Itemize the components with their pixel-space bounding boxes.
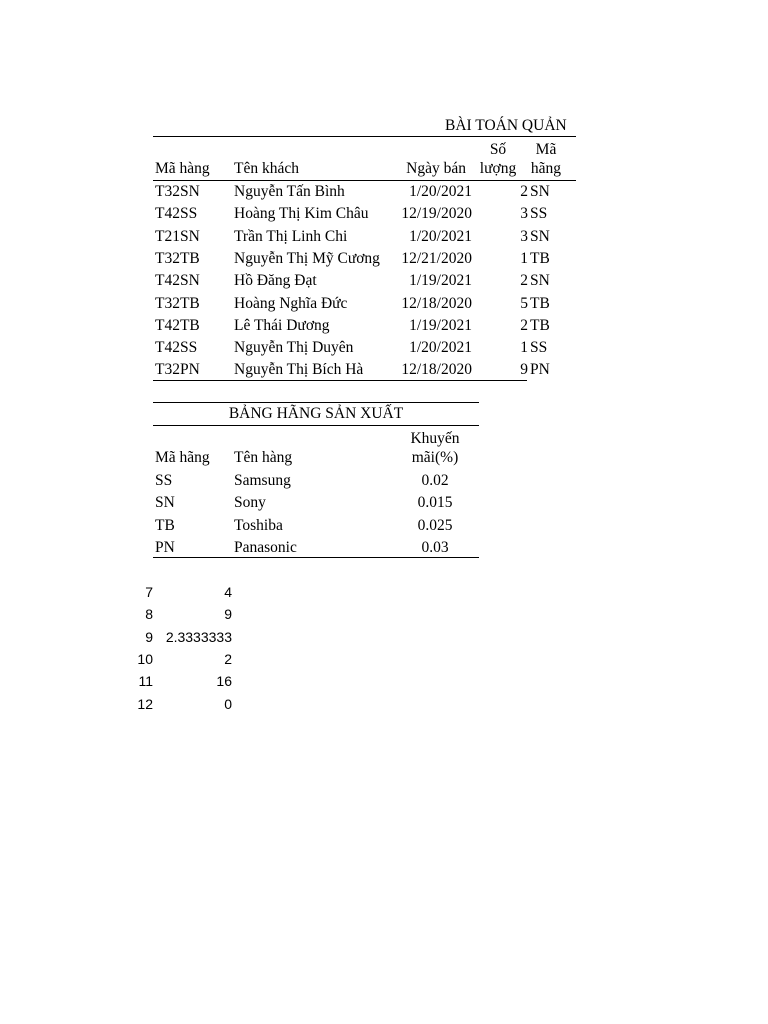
- cell-ngay-ban: 1/20/2021: [409, 183, 472, 200]
- header-ma-hang2-line2: hãng: [530, 160, 562, 177]
- cell-brand-ten-hang: Sony: [234, 494, 266, 512]
- brand-header-ten-hang: Tên hàng: [234, 449, 293, 466]
- number-value: 4: [224, 584, 232, 600]
- brand-header-khuyen-mai-line2: mãi(%): [411, 449, 459, 466]
- cell-ten-khach: Nguyễn Tấn Bình: [234, 183, 345, 200]
- cell-ma-hang2: PN: [530, 361, 550, 379]
- cell-ma-hang2: SN: [530, 227, 550, 245]
- cell-brand-ma-hang: SN: [155, 494, 175, 512]
- number-value: 16: [216, 673, 232, 690]
- cell-brand-ten-hang: Toshiba: [234, 516, 283, 534]
- number-value: 2: [224, 650, 232, 667]
- header-ten-khach: Tên khách: [234, 160, 299, 177]
- number-label: 11: [138, 673, 153, 690]
- cell-brand-ma-hang: PN: [155, 538, 175, 556]
- cell-so-luong: 3: [520, 205, 528, 223]
- cell-ma-hang2: SS: [530, 205, 548, 223]
- brand-title: BẢNG HÃNG SẢN XUẤT: [228, 405, 404, 422]
- brand-bottom-rule: [153, 557, 479, 558]
- cell-ma-hang: T32SN: [155, 183, 200, 200]
- cell-brand-ma-hang: TB: [155, 516, 175, 534]
- cell-ma-hang2: TB: [530, 249, 550, 267]
- cell-ngay-ban: 1/20/2021: [409, 339, 472, 357]
- cell-so-luong: 2: [520, 183, 528, 200]
- number-value: 2.3333333: [165, 628, 232, 645]
- cell-brand-ma-hang: SS: [155, 472, 173, 489]
- brand-top-rule: [153, 402, 479, 403]
- cell-ngay-ban: 1/19/2021: [409, 272, 472, 290]
- cell-ma-hang2: TB: [530, 316, 550, 334]
- sales-header-rule: [153, 180, 576, 181]
- cell-ma-hang2: SN: [530, 272, 550, 290]
- number-value: 0: [224, 695, 232, 712]
- number-label: 7: [145, 584, 153, 600]
- cell-ngay-ban: 12/19/2020: [401, 205, 472, 223]
- number-value: 9: [224, 606, 232, 623]
- cell-ngay-ban: 1/20/2021: [409, 227, 472, 245]
- header-so-luong-line2: lượng: [479, 160, 517, 177]
- brand-title-rule: [153, 425, 479, 426]
- cell-so-luong: 2: [520, 316, 528, 334]
- cell-ma-hang: T42SS: [155, 205, 198, 223]
- cell-ten-khach: Hoàng Thị Kim Châu: [234, 205, 369, 223]
- cell-ten-khach: Nguyễn Thị Duyên: [234, 339, 354, 357]
- cell-so-luong: 1: [520, 249, 528, 267]
- sales-bottom-rule: [153, 380, 527, 381]
- cell-ma-hang: T32TB: [155, 294, 200, 312]
- cell-ma-hang2: SN: [530, 183, 550, 200]
- cell-brand-ten-hang: Samsung: [234, 472, 291, 489]
- cell-brand-khuyen-mai: 0.03: [421, 538, 449, 556]
- cell-ma-hang2: SS: [530, 339, 548, 357]
- number-label: 12: [137, 695, 153, 712]
- cell-ngay-ban: 1/19/2021: [409, 316, 472, 334]
- cell-so-luong: 1: [520, 339, 528, 357]
- cell-ngay-ban: 12/18/2020: [401, 294, 472, 312]
- cell-brand-ten-hang: Panasonic: [234, 538, 297, 556]
- cell-ma-hang: T42SN: [155, 272, 200, 290]
- cell-ngay-ban: 12/21/2020: [401, 249, 472, 267]
- cell-brand-khuyen-mai: 0.025: [417, 516, 453, 534]
- cell-ma-hang2: TB: [530, 294, 550, 312]
- sales-title-rule: [153, 136, 576, 137]
- header-ma-hang2-line1: Mã: [535, 141, 557, 158]
- cell-ten-khach: Hồ Đăng Đạt: [234, 272, 317, 290]
- header-ngay-ban: Ngày bán: [406, 160, 466, 177]
- cell-ten-khach: Nguyễn Thị Bích Hà: [234, 361, 364, 379]
- number-label: 8: [145, 606, 153, 623]
- cell-ten-khach: Trần Thị Linh Chi: [234, 227, 348, 245]
- cell-ten-khach: Nguyễn Thị Mỹ Cương: [234, 249, 380, 267]
- cell-ten-khach: Lê Thái Dương: [234, 316, 330, 334]
- cell-so-luong: 5: [520, 294, 528, 312]
- cell-ten-khach: Hoàng Nghĩa Đức: [234, 294, 348, 312]
- cell-ma-hang: T42SS: [155, 339, 198, 357]
- cell-so-luong: 2: [520, 272, 528, 290]
- cell-ma-hang: T21SN: [155, 227, 200, 245]
- sales-title: BÀI TOÁN QUẢN: [445, 117, 567, 134]
- cell-ma-hang: T32TB: [155, 249, 200, 267]
- cell-ma-hang: T42TB: [155, 316, 200, 334]
- cell-ngay-ban: 12/18/2020: [401, 361, 472, 379]
- number-label: 9: [145, 628, 153, 645]
- header-ma-hang: Mã hàng: [155, 160, 210, 177]
- cell-so-luong: 9: [520, 361, 528, 379]
- cell-so-luong: 3: [520, 227, 528, 245]
- cell-ma-hang: T32PN: [155, 361, 200, 379]
- brand-header-khuyen-mai-line1: Khuyến: [410, 430, 460, 447]
- number-label: 10: [137, 650, 153, 667]
- brand-header-ma-hang: Mã hãng: [155, 449, 210, 466]
- cell-brand-khuyen-mai: 0.02: [421, 472, 449, 489]
- cell-brand-khuyen-mai: 0.015: [417, 494, 453, 512]
- header-so-luong-line1: Số: [489, 141, 507, 158]
